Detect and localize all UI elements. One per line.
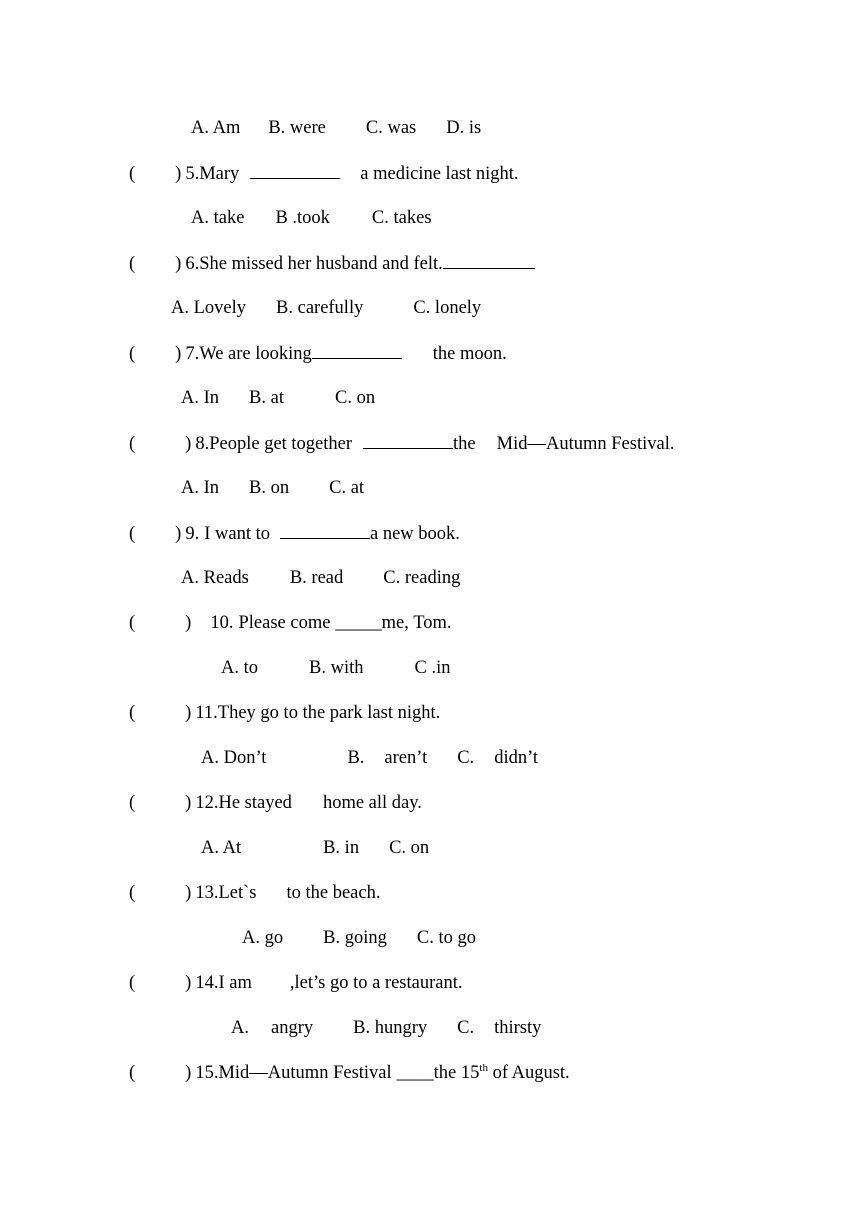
question-text: We are looking xyxy=(199,344,312,364)
answer-blank[interactable]: ____ xyxy=(396,1063,434,1083)
q13-options xyxy=(242,927,476,949)
question-15: ( ) 15.Mid—Autumn Festival ____the 15th of August. xyxy=(129,1062,570,1083)
option-a: A. Am xyxy=(191,118,241,138)
q9-options xyxy=(181,567,460,589)
question-text-end: a medicine last night. xyxy=(360,164,519,184)
q12-options xyxy=(201,837,429,859)
question-text: Please come xyxy=(238,613,331,633)
option-c: C. reading xyxy=(383,568,461,588)
answer-blank[interactable] xyxy=(280,522,370,539)
question-number: 7. xyxy=(185,344,200,364)
option-a: A. Don’t xyxy=(201,748,267,768)
question-text: I am xyxy=(218,973,252,993)
question-9: ( ) 9. I want to a new book. xyxy=(129,524,460,544)
question-11: ( ) 11.They go to the park last night. xyxy=(129,703,441,723)
question-text: He stayed xyxy=(218,793,292,813)
question-number: 11. xyxy=(195,703,218,723)
option-c: C. to go xyxy=(416,928,476,948)
option-c: C. lonely xyxy=(413,298,482,318)
ordinal-suffix: th xyxy=(479,1062,488,1074)
question-text-end: Mid—Autumn Festival. xyxy=(496,434,675,454)
q6-options xyxy=(171,297,481,319)
question-text-end: home all day. xyxy=(322,793,422,813)
question-text-end: the moon. xyxy=(432,344,507,364)
option-a: A. Reads xyxy=(181,568,249,588)
option-b: aren’t xyxy=(384,748,428,768)
option-c: C. on xyxy=(334,388,376,408)
question-text: People get together xyxy=(209,434,353,454)
question-text-end: a new book. xyxy=(369,524,460,544)
question-number: 15. xyxy=(195,1063,219,1083)
option-b: B. carefully xyxy=(276,298,364,318)
option-c: C. on xyxy=(389,838,430,858)
q7-options xyxy=(181,387,375,409)
question-12: ( ) 12.He stayed home all day. xyxy=(129,793,422,813)
option-b: B. with xyxy=(309,658,364,678)
question-number: 13. xyxy=(195,883,219,903)
question-5: ( ) 5.Mary a medicine last night. xyxy=(129,164,519,184)
option-b: B .took xyxy=(275,208,330,228)
answer-blank[interactable]: _____ xyxy=(335,613,382,633)
question-6: ( ) 6.She missed her husband and felt. xyxy=(129,252,535,275)
option-c: C. was xyxy=(365,118,417,138)
q5-options xyxy=(191,207,432,229)
question-14: ( ) 14.I am ,let’s go to a restaurant. xyxy=(129,973,463,993)
q11-options xyxy=(201,747,538,769)
question-text-end: of August. xyxy=(487,1063,570,1083)
question-text-end: me, Tom. xyxy=(381,613,452,633)
question-text: I want to xyxy=(204,524,270,544)
question-number: 12. xyxy=(195,793,219,813)
option-b: B. read xyxy=(289,568,344,588)
question-number: 5. xyxy=(185,164,200,184)
question-text: They go to the park last night. xyxy=(217,703,441,723)
answer-paren-open: ( xyxy=(129,164,136,184)
option-a: A. Lovely xyxy=(171,298,247,318)
option-d: D. is xyxy=(446,118,482,138)
option-c-letter: C. xyxy=(457,748,475,768)
question-text: Mid—Autumn Festival xyxy=(218,1063,392,1083)
option-a: A. In xyxy=(181,388,220,408)
question-number: 6. xyxy=(185,254,200,274)
answer-blank[interactable] xyxy=(363,432,453,449)
question-text: Let`s xyxy=(218,883,257,903)
option-a: A. At xyxy=(201,838,242,858)
question-text: Mary xyxy=(199,164,240,184)
option-b: B. on xyxy=(249,478,290,498)
option-c-letter: C. xyxy=(457,1018,475,1038)
option-b: B. going xyxy=(323,928,387,948)
question-number: 8. xyxy=(195,434,210,454)
question-13: ( ) 13.Let`s to the beach. xyxy=(129,883,381,903)
option-c: thirsty xyxy=(494,1018,542,1038)
option-b: B. were xyxy=(268,118,326,138)
question-text-end: to the beach. xyxy=(286,883,381,903)
option-c: C .in xyxy=(414,658,451,678)
option-a: angry xyxy=(271,1018,314,1038)
question-7: ( ) 7.We are looking the moon. xyxy=(129,344,507,364)
option-c: C. takes xyxy=(371,208,432,228)
option-a-letter: A. xyxy=(231,1018,249,1038)
q4-options xyxy=(191,117,481,139)
option-c: C. at xyxy=(329,478,365,498)
option-b: B. at xyxy=(249,388,284,408)
option-b: B. in xyxy=(323,838,360,858)
option-c: didn’t xyxy=(494,748,539,768)
question-number: 9. xyxy=(185,524,200,544)
option-a: A. take xyxy=(191,208,245,228)
q8-options xyxy=(181,477,364,499)
option-b-letter: B. xyxy=(347,748,365,768)
question-text-end: ,let’s go to a restaurant. xyxy=(289,973,463,993)
answer-blank[interactable] xyxy=(443,252,535,269)
option-a: A. to xyxy=(221,658,258,678)
question-8: ( ) 8.People get together the Mid—Autumn Festival. xyxy=(129,434,675,454)
question-number: 14. xyxy=(195,973,219,993)
answer-blank[interactable] xyxy=(250,162,340,179)
question-10: ( ) 10. Please come _____me, Tom. xyxy=(129,613,452,633)
option-a: A. In xyxy=(181,478,220,498)
question-number: 10. xyxy=(210,613,234,633)
q10-options xyxy=(221,657,450,679)
answer-blank[interactable] xyxy=(312,342,402,359)
option-b: B. hungry xyxy=(353,1018,428,1038)
option-a: A. go xyxy=(242,928,284,948)
question-text: She missed her husband and felt. xyxy=(199,254,443,274)
q14-options xyxy=(231,1017,541,1039)
